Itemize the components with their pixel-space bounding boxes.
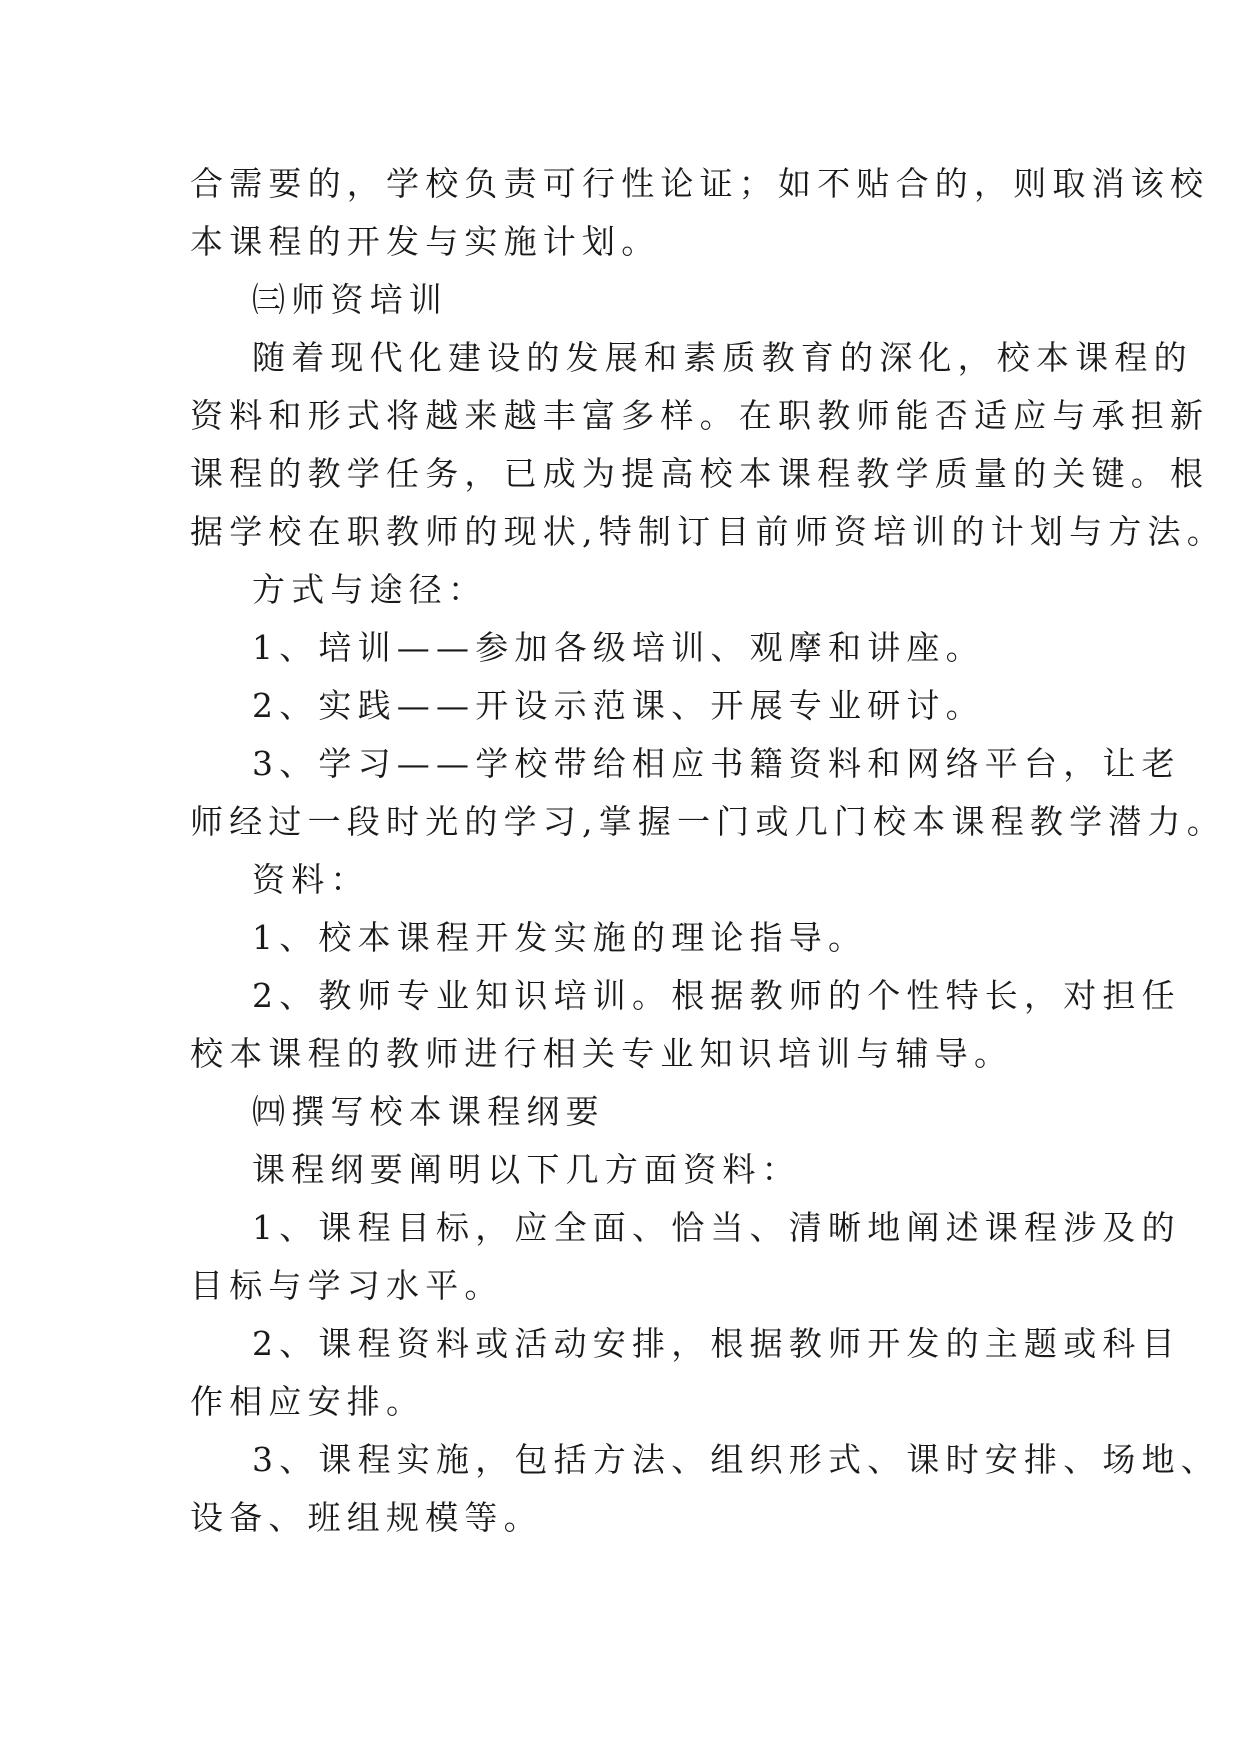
- list-item-text: 2、实践——开设示范课、开展专业研讨。: [252, 686, 985, 725]
- line-text: 随着现代化建设的发展和素质教育的深化，校本课程的: [252, 338, 1193, 377]
- section-heading-text: ㈣撰写校本课程纲要: [252, 1092, 605, 1131]
- line-text: 师经过一段时光的学习,掌握一门或几门校本课程教学潜力。: [190, 802, 1226, 841]
- list-item-text: 1、课程目标，应全面、恰当、清晰地阐述课程涉及的: [252, 1208, 1181, 1247]
- list-item-text: 1、培训——参加各级培训、观摩和讲座。: [252, 628, 985, 667]
- line-text: 合需要的，学校负责可行性论证；如不贴合的，则取消该校: [190, 164, 1210, 203]
- line-text: 目标与学习水平。: [190, 1266, 504, 1305]
- list-item-text: 3、课程实施，包括方法、组织形式、课时安排、场地、: [252, 1440, 1220, 1479]
- list-item-text: 3、学习——学校带给相应书籍资料和网络平台，让老: [252, 744, 1181, 783]
- list-item-text: 2、教师专业知识培训。根据教师的个性特长，对担任: [252, 976, 1181, 1015]
- line-text: 资料和形式将越来越丰富多样。在职教师能否适应与承担新: [190, 396, 1210, 435]
- list-item-text: 1、校本课程开发实施的理论指导。: [252, 918, 868, 957]
- line-text: 本课程的开发与实施计划。: [190, 222, 661, 261]
- section-heading-text: ㈢师资培训: [252, 280, 448, 319]
- line-text: 作相应安排。: [190, 1382, 426, 1421]
- line-text: 课程纲要阐明以下几方面资料：: [252, 1150, 801, 1189]
- line-text: 据学校在职教师的现状,特制订目前师资培训的计划与方法。: [190, 512, 1226, 551]
- line-text: 资料：: [252, 860, 370, 899]
- line-text: 方式与途径：: [252, 570, 488, 609]
- line-text: 课程的教学任务，已成为提高校本课程教学质量的关键。根: [190, 454, 1210, 493]
- list-item-text: 2、课程资料或活动安排，根据教师开发的主题或科目: [252, 1324, 1181, 1363]
- line-text: 校本课程的教师进行相关专业知识培训与辅导。: [190, 1034, 1014, 1073]
- line-text: 设备、班组规模等。: [190, 1498, 543, 1537]
